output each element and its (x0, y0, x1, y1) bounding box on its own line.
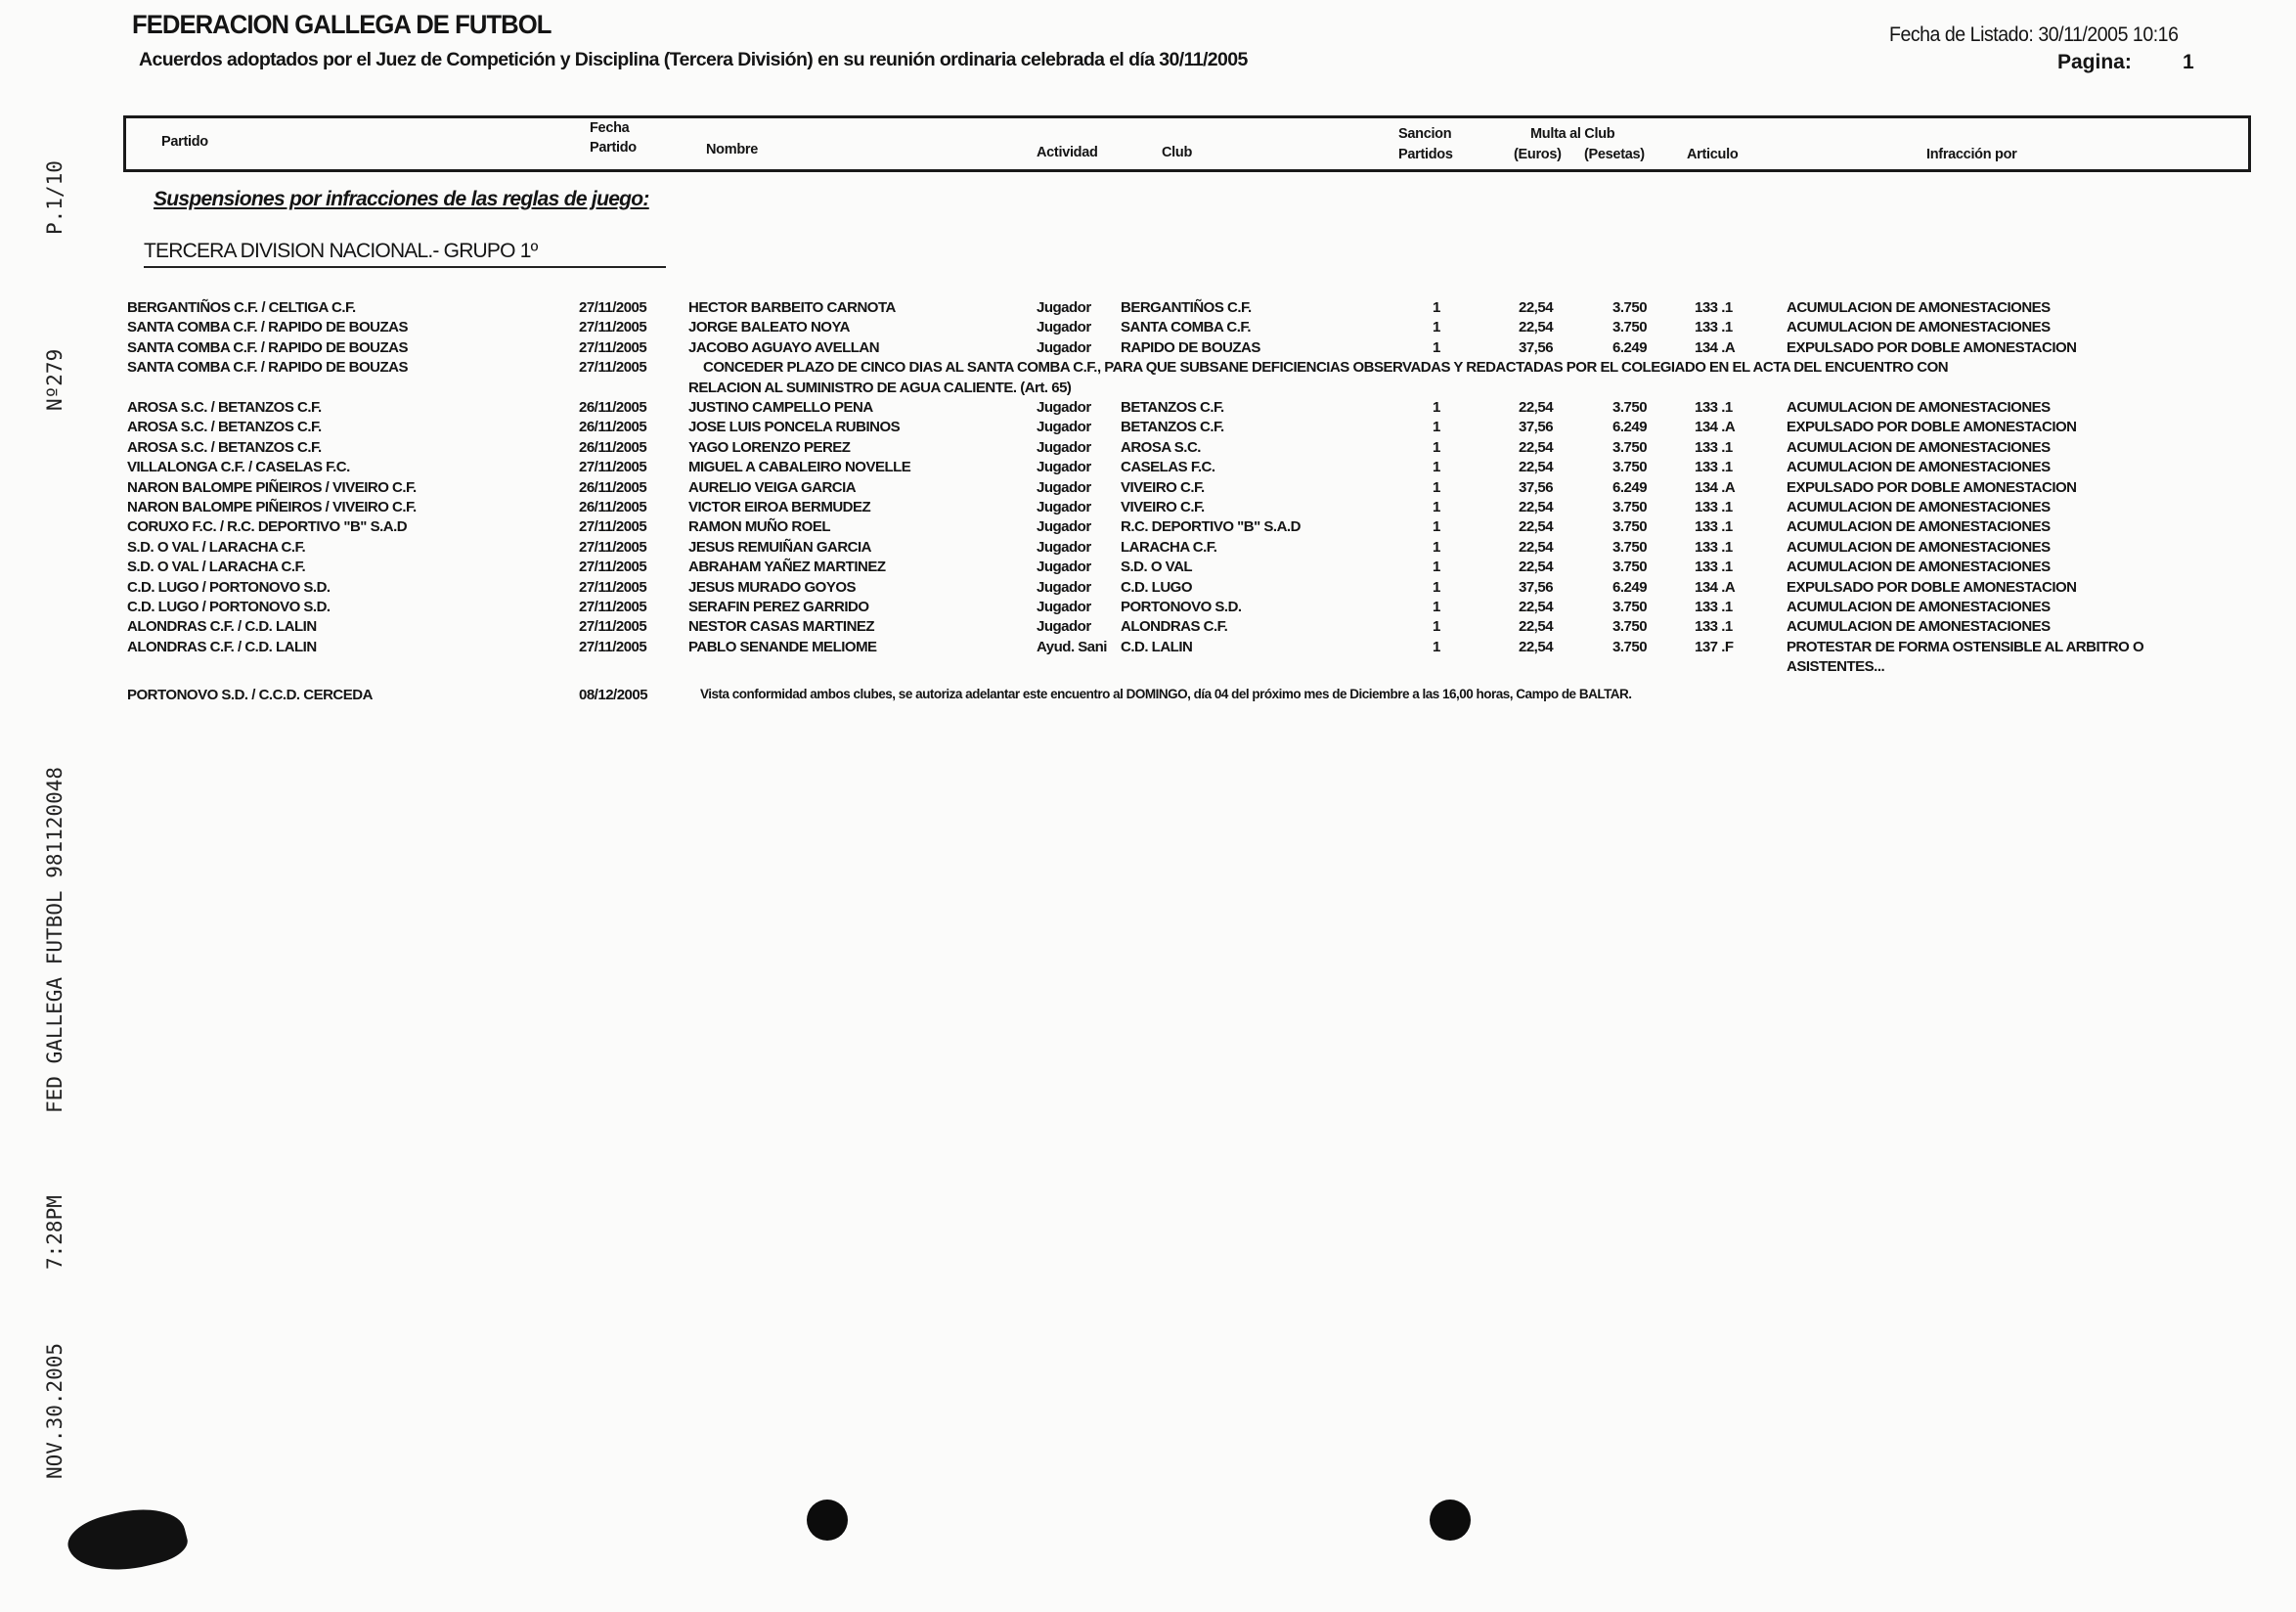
table-row (0, 419, 2296, 438)
cell-partido: AROSA S.C. / BETANZOS C.F. (127, 438, 322, 456)
cell-pesetas: 6.249 (1612, 478, 1648, 496)
cell-actividad: Jugador (1037, 338, 1091, 356)
cell-articulo: 134 .A (1695, 419, 1736, 436)
cell-club: BETANZOS C.F. (1121, 419, 1224, 436)
cell-articulo: 133 .1 (1695, 559, 1733, 576)
cell-nombre: JOSE LUIS PONCELA RUBINOS (688, 419, 901, 436)
cell-club: AROSA S.C. (1121, 438, 1201, 456)
cell-actividad: Jugador (1037, 499, 1091, 515)
cell-fecha: 27/11/2005 (579, 538, 647, 556)
cell-nombre: MIGUEL A CABALEIRO NOVELLE (688, 459, 911, 476)
cell-pesetas: 3.750 (1612, 399, 1648, 416)
cell-pesetas: 3.750 (1612, 499, 1648, 515)
cell-nombre: JORGE BALEATO NOYA (688, 319, 850, 336)
cell-nombre: ABRAHAM YAÑEZ MARTINEZ (688, 559, 886, 576)
cell-pesetas: 6.249 (1612, 578, 1648, 596)
table-row (0, 339, 2296, 359)
cell-articulo: 133 .1 (1695, 319, 1733, 336)
cell-pesetas: 3.750 (1612, 518, 1648, 536)
cell-partido: AROSA S.C. / BETANZOS C.F. (127, 419, 322, 436)
cell-club: BERGANTIÑOS C.F. (1121, 299, 1252, 316)
cell-infraccion: ACUMULACION DE AMONESTACIONES (1787, 319, 2051, 336)
cell-partido: C.D. LUGO / PORTONOVO S.D. (127, 599, 331, 615)
cell-sancion: 1 (1433, 299, 1440, 316)
cell-nombre: PABLO SENANDE MELIOME (688, 638, 877, 655)
cell-articulo: 137 .F (1695, 638, 1734, 655)
col-fecha: Fecha (590, 120, 630, 136)
cell-partido: ALONDRAS C.F. / C.D. LALIN (127, 618, 317, 636)
cell-articulo: 133 .1 (1695, 538, 1733, 556)
cell-nombre: JUSTINO CAMPELLO PENA (688, 399, 873, 416)
cell-nombre: YAGO LORENZO PEREZ (688, 438, 851, 456)
cell-actividad: Jugador (1037, 299, 1091, 316)
table-row (0, 638, 2296, 676)
cell-fecha: 27/11/2005 (579, 518, 647, 536)
cell-pesetas: 3.750 (1612, 438, 1648, 456)
document-title: FEDERACION GALLEGA DE FUTBOL (132, 10, 552, 39)
table-row (0, 599, 2296, 618)
table-row (0, 518, 2296, 538)
table-row (0, 459, 2296, 478)
cell-pesetas: 3.750 (1612, 459, 1648, 476)
cell-euros: 22,54 (1519, 518, 1554, 536)
cell-actividad: Jugador (1037, 518, 1091, 536)
section-title: Suspensiones por infracciones de las reglas de juego: (154, 188, 649, 210)
cell-club: R.C. DEPORTIVO "B" S.A.D (1121, 518, 1301, 536)
cell-partido: S.D. O VAL / LARACHA C.F. (127, 559, 306, 576)
cell-infraccion: PROTESTAR DE FORMA OSTENSIBLE AL ARBITRO O (1787, 638, 2144, 655)
cell-pesetas: 3.750 (1612, 299, 1648, 316)
cell-sancion: 1 (1433, 338, 1440, 356)
cell-nombre: HECTOR BARBEITO CARNOTA (688, 299, 896, 316)
table-row (0, 539, 2296, 559)
cell-fecha: 27/11/2005 (579, 638, 647, 655)
cell-actividad: Jugador (1037, 459, 1091, 476)
cell-sancion: 1 (1433, 638, 1440, 655)
cell-fecha: 26/11/2005 (579, 419, 647, 436)
cell-sancion: 1 (1433, 518, 1440, 536)
cell-partido: CORUXO F.C. / R.C. DEPORTIVO "B" S.A.D (127, 518, 408, 536)
cell-partido: BERGANTIÑOS C.F. / CELTIGA C.F. (127, 299, 356, 316)
cell-infraccion: ACUMULACION DE AMONESTACIONES (1787, 518, 2051, 536)
cell-infraccion: ACUMULACION DE AMONESTACIONES (1787, 499, 2051, 515)
cell-sancion: 1 (1433, 319, 1440, 336)
cell-euros: 22,54 (1519, 299, 1554, 316)
cell-club: PORTONOVO S.D. (1121, 599, 1242, 615)
cell-actividad: Jugador (1037, 478, 1091, 496)
cell-fecha: 08/12/2005 (579, 686, 648, 703)
cell-pesetas: 3.750 (1612, 319, 1648, 336)
cell-infraccion: ACUMULACION DE AMONESTACIONES (1787, 599, 2051, 615)
cell-nombre: AURELIO VEIGA GARCIA (688, 478, 857, 496)
cell-club: S.D. O VAL (1121, 559, 1193, 576)
cell-actividad: Jugador (1037, 578, 1091, 596)
cell-nombre: JESUS REMUIÑAN GARCIA (688, 538, 872, 556)
col-articulo: Articulo (1687, 147, 1739, 162)
col-partido: Partido (161, 134, 208, 150)
cell-note: CONCEDER PLAZO DE CINCO DIAS AL SANTA COMBA C.F., PARA QUE SUBSANE DEFICIENCIAS OBSERVADAS Y REDACTADAS POR EL COLEGIADO EN EL ACTA DEL ENCUENTRO CON (703, 359, 1949, 377)
table-row (0, 559, 2296, 578)
cell-infraccion2: ASISTENTES... (1787, 658, 1885, 676)
cell-fecha: 27/11/2005 (579, 299, 647, 316)
cell-note2: RELACION AL SUMINISTRO DE AGUA CALIENTE. (Art. 65) (688, 379, 1072, 396)
cell-pesetas: 3.750 (1612, 538, 1648, 556)
group-title-underline (144, 266, 666, 268)
document-subtitle: Acuerdos adoptados por el Juez de Competición y Disciplina (Tercera División) en su reunión ordinaria celebrada el día 30/11/2005 (139, 49, 1248, 70)
cell-euros: 22,54 (1519, 459, 1554, 476)
cell-infraccion: ACUMULACION DE AMONESTACIONES (1787, 618, 2051, 636)
cell-actividad: Jugador (1037, 399, 1091, 416)
cell-infraccion: ACUMULACION DE AMONESTACIONES (1787, 559, 2051, 576)
cell-actividad: Jugador (1037, 618, 1091, 636)
fax-page: P.1/10 (43, 160, 66, 235)
cell-infraccion: ACUMULACION DE AMONESTACIONES (1787, 438, 2051, 456)
cell-club: VIVEIRO C.F. (1121, 499, 1205, 515)
cell-sancion: 1 (1433, 578, 1440, 596)
cell-fecha: 27/11/2005 (579, 559, 647, 576)
cell-fecha: 27/11/2005 (579, 599, 647, 615)
cell-fecha: 27/11/2005 (579, 338, 647, 356)
table-row (0, 687, 2296, 706)
cell-fecha: 27/11/2005 (579, 459, 647, 476)
ink-blot (64, 1498, 192, 1583)
col-pesetas: (Pesetas) (1584, 147, 1645, 162)
table-row (0, 299, 2296, 319)
cell-sancion: 1 (1433, 478, 1440, 496)
cell-partido: PORTONOVO S.D. / C.C.D. CERCEDA (127, 686, 373, 703)
col-fecha-partido: Partido (590, 140, 637, 156)
cell-actividad: Jugador (1037, 438, 1091, 456)
cell-nombre: NESTOR CASAS MARTINEZ (688, 618, 875, 636)
cell-fecha: 27/11/2005 (579, 359, 647, 377)
cell-euros: 22,54 (1519, 638, 1554, 655)
cell-actividad: Jugador (1037, 599, 1091, 615)
cell-partido: NARON BALOMPE PIÑEIROS / VIVEIRO C.F. (127, 478, 417, 496)
cell-pesetas: 3.750 (1612, 599, 1648, 615)
cell-pesetas: 6.249 (1612, 419, 1648, 436)
cell-articulo: 133 .1 (1695, 599, 1733, 615)
cell-pesetas: 3.750 (1612, 638, 1648, 655)
cell-euros: 37,56 (1519, 478, 1554, 496)
cell-sancion: 1 (1433, 618, 1440, 636)
cell-partido: SANTA COMBA C.F. / RAPIDO DE BOUZAS (127, 319, 408, 336)
cell-pesetas: 3.750 (1612, 618, 1648, 636)
cell-nombre: VICTOR EIROA BERMUDEZ (688, 499, 871, 515)
cell-euros: 22,54 (1519, 499, 1554, 515)
cell-partido: ALONDRAS C.F. / C.D. LALIN (127, 638, 317, 655)
col-sancion: Sancion (1398, 126, 1452, 142)
cell-actividad: Jugador (1037, 319, 1091, 336)
cell-infraccion: ACUMULACION DE AMONESTACIONES (1787, 459, 2051, 476)
cell-actividad: Jugador (1037, 538, 1091, 556)
punch-hole (1430, 1500, 1471, 1541)
group-title: TERCERA DIVISION NACIONAL.- GRUPO 1º (144, 240, 538, 262)
cell-sancion: 1 (1433, 399, 1440, 416)
cell-infraccion: ACUMULACION DE AMONESTACIONES (1787, 399, 2051, 416)
fax-sender: FED GALLEGA FUTBOL 981120048 (43, 766, 66, 1113)
cell-infraccion: ACUMULACION DE AMONESTACIONES (1787, 299, 2051, 316)
table-row (0, 499, 2296, 518)
cell-sancion: 1 (1433, 438, 1440, 456)
table-row (0, 579, 2296, 599)
listing-date: Fecha de Listado: 30/11/2005 10:16 (1889, 23, 2179, 46)
col-nombre: Nombre (706, 142, 758, 157)
table-row (0, 439, 2296, 459)
cell-actividad: Jugador (1037, 419, 1091, 436)
cell-articulo: 134 .A (1695, 338, 1736, 356)
cell-club: CASELAS F.C. (1121, 459, 1215, 476)
cell-articulo: 133 .1 (1695, 299, 1733, 316)
cell-club: RAPIDO DE BOUZAS (1121, 338, 1260, 356)
cell-partido: C.D. LUGO / PORTONOVO S.D. (127, 578, 331, 596)
cell-club: C.D. LUGO (1121, 578, 1192, 596)
table-row (0, 479, 2296, 499)
cell-infraccion: ACUMULACION DE AMONESTACIONES (1787, 538, 2051, 556)
cell-fecha: 26/11/2005 (579, 499, 647, 515)
fax-date: NOV.30.2005 (43, 1342, 66, 1479)
cell-articulo: 133 .1 (1695, 618, 1733, 636)
cell-articulo: 134 .A (1695, 478, 1736, 496)
col-euros: (Euros) (1514, 147, 1562, 162)
cell-articulo: 133 .1 (1695, 518, 1733, 536)
cell-articulo: 134 .A (1695, 578, 1736, 596)
cell-club: SANTA COMBA C.F. (1121, 319, 1252, 336)
cell-sancion: 1 (1433, 499, 1440, 515)
cell-partido: NARON BALOMPE PIÑEIROS / VIVEIRO C.F. (127, 499, 417, 515)
cell-euros: 22,54 (1519, 618, 1554, 636)
fax-number: Nº279 (43, 348, 66, 411)
cell-nombre: RAMON MUÑO ROEL (688, 518, 830, 536)
cell-club: ALONDRAS C.F. (1121, 618, 1228, 636)
cell-sancion: 1 (1433, 459, 1440, 476)
col-actividad: Actividad (1037, 145, 1098, 160)
col-multa: Multa al Club (1530, 126, 1615, 142)
table-row (0, 618, 2296, 638)
cell-sancion: 1 (1433, 559, 1440, 576)
cell-infraccion: EXPULSADO POR DOBLE AMONESTACION (1787, 338, 2077, 356)
punch-hole (807, 1500, 848, 1541)
col-infraccion: Infracción por (1926, 147, 2017, 162)
cell-articulo: 133 .1 (1695, 459, 1733, 476)
cell-euros: 37,56 (1519, 578, 1554, 596)
cell-partido: SANTA COMBA C.F. / RAPIDO DE BOUZAS (127, 338, 408, 356)
cell-euros: 37,56 (1519, 338, 1554, 356)
cell-fecha: 27/11/2005 (579, 578, 647, 596)
cell-sancion: 1 (1433, 419, 1440, 436)
cell-fecha: 27/11/2005 (579, 319, 647, 336)
cell-club: BETANZOS C.F. (1121, 399, 1224, 416)
col-sancion-partidos: Partidos (1398, 147, 1453, 162)
page-number: 1 (2183, 51, 2194, 73)
column-header-box (123, 115, 2251, 172)
cell-infraccion: EXPULSADO POR DOBLE AMONESTACION (1787, 578, 2077, 596)
cell-pesetas: 3.750 (1612, 559, 1648, 576)
fax-time: 7:28PM (43, 1195, 66, 1270)
cell-partido: VILLALONGA C.F. / CASELAS F.C. (127, 459, 350, 476)
cell-infraccion: EXPULSADO POR DOBLE AMONESTACION (1787, 478, 2077, 496)
cell-nombre: JACOBO AGUAYO AVELLAN (688, 338, 880, 356)
cell-actividad: Ayud. Sani (1037, 638, 1107, 655)
cell-note-small: Vista conformidad ambos clubes, se autoriza adelantar este encuentro al DOMINGO, día 04 del próximo mes de Diciembre a las 16,00 horas, Campo de BALTAR. (700, 686, 1632, 701)
cell-partido: AROSA S.C. / BETANZOS C.F. (127, 399, 322, 416)
cell-euros: 22,54 (1519, 559, 1554, 576)
cell-partido: S.D. O VAL / LARACHA C.F. (127, 538, 306, 556)
col-club: Club (1162, 145, 1193, 160)
cell-club: VIVEIRO C.F. (1121, 478, 1205, 496)
cell-euros: 22,54 (1519, 538, 1554, 556)
cell-articulo: 133 .1 (1695, 399, 1733, 416)
cell-euros: 22,54 (1519, 319, 1554, 336)
cell-club: LARACHA C.F. (1121, 538, 1217, 556)
cell-euros: 22,54 (1519, 599, 1554, 615)
cell-fecha: 26/11/2005 (579, 399, 647, 416)
cell-articulo: 133 .1 (1695, 438, 1733, 456)
cell-sancion: 1 (1433, 538, 1440, 556)
cell-euros: 22,54 (1519, 438, 1554, 456)
cell-fecha: 26/11/2005 (579, 478, 647, 496)
page-label: Pagina: (2057, 51, 2132, 73)
cell-actividad: Jugador (1037, 559, 1091, 576)
cell-partido: SANTA COMBA C.F. / RAPIDO DE BOUZAS (127, 359, 408, 377)
cell-euros: 22,54 (1519, 399, 1554, 416)
cell-fecha: 27/11/2005 (579, 618, 647, 636)
cell-club: C.D. LALIN (1121, 638, 1193, 655)
cell-pesetas: 6.249 (1612, 338, 1648, 356)
cell-sancion: 1 (1433, 599, 1440, 615)
cell-infraccion: EXPULSADO POR DOBLE AMONESTACION (1787, 419, 2077, 436)
cell-nombre: JESUS MURADO GOYOS (688, 578, 857, 596)
cell-nombre: SERAFIN PEREZ GARRIDO (688, 599, 869, 615)
cell-fecha: 26/11/2005 (579, 438, 647, 456)
cell-euros: 37,56 (1519, 419, 1554, 436)
cell-articulo: 133 .1 (1695, 499, 1733, 515)
table-row (0, 319, 2296, 338)
table-row (0, 399, 2296, 419)
